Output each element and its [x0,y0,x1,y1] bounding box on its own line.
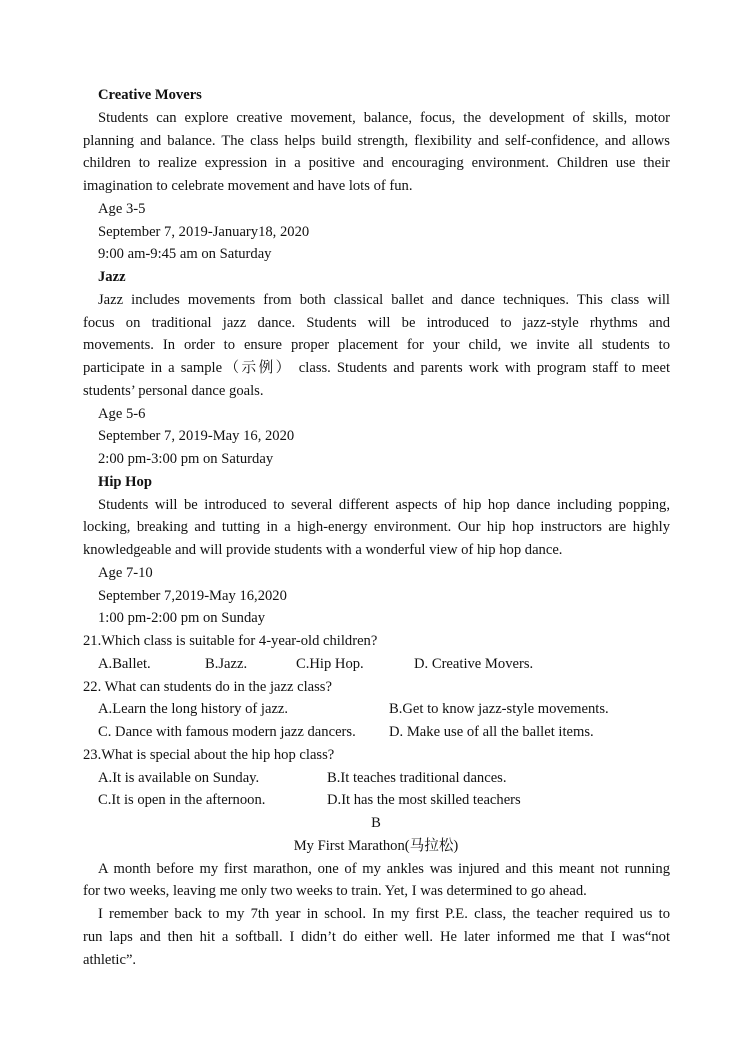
jazz-text-line-5: students’ personal dance goals. [83,383,264,399]
section-b-paragraph-2-line-1: I remember back to my 7th year in school. In my first P.E. class, the teacher required us to [98,906,670,922]
section-b-paragraph-1-line-1: A month before my first marathon, one of my ankles was injured and this meant not running [98,861,670,877]
section-b-paragraph-2-line-2: run laps and then hit a softball. I didn’t do either well. He later informed me that I was“not [83,929,670,945]
jazz-text-line-2: focus on traditional jazz dance. Students will be introduced to jazz-style rhythms and [83,315,670,331]
jazz-text-line-4: participate in a sample（示例） class. Students and parents work with program staff to meet [83,360,670,376]
question-21-option-c[interactable]: C.Hip Hop. [296,656,364,672]
creative-movers-age: Age 3-5 [98,201,146,217]
question-22-option-c[interactable]: C. Dance with famous modern jazz dancers. [98,724,356,740]
question-23-option-b[interactable]: B.It teaches traditional dances. [327,770,507,786]
creative-movers-heading: Creative Movers [98,87,202,103]
hip-hop-text-line-3: knowledgeable and will provide students with a wonderful view of hip hop dance. [83,542,563,558]
section-b-paragraph-2-line-3: athletic”. [83,952,137,968]
section-b-paragraph-1-line-2: for two weeks, leaving me only two weeks to train. Yet, I was determined to go ahead. [83,883,587,899]
creative-movers-text-line-2: planning and balance. The class helps build strength, flexibility and self-confidence, and allows [83,133,670,149]
question-21-option-a[interactable]: A.Ballet. [98,656,151,672]
question-22-stem: 22. What can students do in the jazz class? [83,679,332,695]
question-23-stem: 23.What is special about the hip hop class? [83,747,335,763]
section-b-label: B [371,815,381,831]
question-23-option-a[interactable]: A.It is available on Sunday. [98,770,260,786]
jazz-text-line-1: Jazz includes movements from both classical ballet and dance techniques. This class will [98,292,670,308]
hip-hop-text-line-2: locking, breaking and tutting in a high-energy environment. Our hip hop instructors are highly [83,519,670,535]
question-21-option-d[interactable]: D. Creative Movers. [414,656,534,672]
hip-hop-dates: September 7,2019-May 16,2020 [98,588,287,604]
creative-movers-text-line-4: imagination to celebrate movement and have lots of fun. [83,178,413,194]
question-22-option-b[interactable]: B.Get to know jazz-style movements. [389,701,609,717]
jazz-age: Age 5-6 [98,406,146,422]
question-21-option-b[interactable]: B.Jazz. [205,656,248,672]
question-22-option-d[interactable]: D. Make use of all the ballet items. [389,724,594,740]
question-22-option-a[interactable]: A.Learn the long history of jazz. [98,701,289,717]
creative-movers-text-line-1: Students can explore creative movement, balance, focus, the development of skills, motor [98,110,670,126]
creative-movers-text-line-3: children to realize expression in a positive and encouraging environment. Children use their [83,155,670,171]
question-23-option-d[interactable]: D.It has the most skilled teachers [327,792,521,808]
creative-movers-dates: September 7, 2019-January18, 2020 [98,224,310,240]
jazz-dates: September 7, 2019-May 16, 2020 [98,428,295,444]
jazz-time: 2:00 pm-3:00 pm on Saturday [98,451,274,467]
creative-movers-time: 9:00 am-9:45 am on Saturday [98,246,272,262]
question-23-option-c[interactable]: C.It is open in the afternoon. [98,792,266,808]
jazz-heading: Jazz [98,269,126,285]
question-21-stem: 21.Which class is suitable for 4-year-old children? [83,633,378,649]
hip-hop-text-line-1: Students will be introduced to several different aspects of hip hop dance including popping, [98,497,670,513]
hip-hop-time: 1:00 pm-2:00 pm on Sunday [98,610,266,626]
section-b-title: My First Marathon(马拉松) [293,838,459,854]
hip-hop-age: Age 7-10 [98,565,153,581]
jazz-text-line-3: movements. In order to ensure proper placement for your child, we invite all students to [83,337,670,353]
hip-hop-heading: Hip Hop [98,474,152,490]
